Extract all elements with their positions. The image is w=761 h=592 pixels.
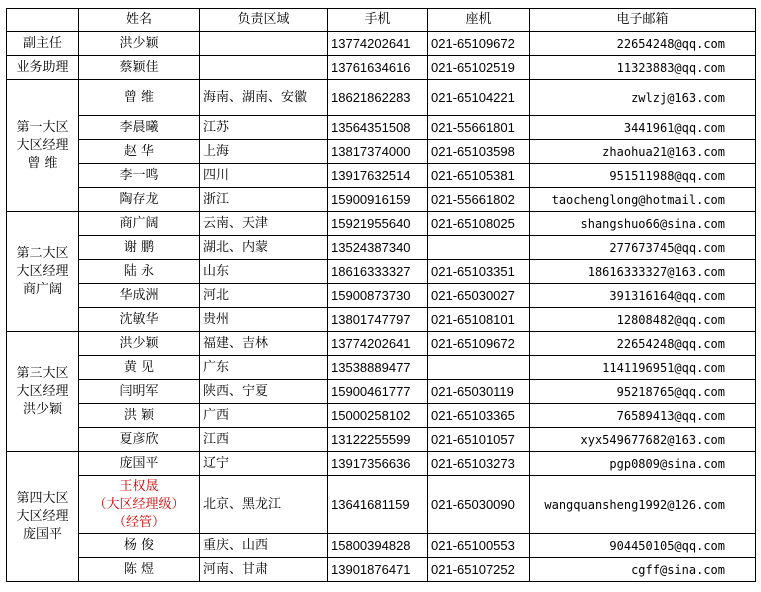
group-cell-assistant: 业务助理 — [7, 56, 79, 80]
table-row — [7, 404, 756, 428]
region-cell: 重庆、山西 — [200, 534, 328, 558]
region-cell: 浙江 — [200, 188, 328, 212]
name-cell: 沈敏华 — [79, 308, 200, 332]
email-cell: 277673745@qq.com — [530, 236, 756, 260]
email-cell: 22654248@qq.com — [530, 32, 756, 56]
email-cell: cgff@sina.com — [530, 558, 756, 582]
name-cell: 庞国平 — [79, 452, 200, 476]
mobile-cell: 18621862283 — [328, 80, 428, 116]
group-line: 庞国平 — [22, 526, 62, 542]
region-cell: 上海 — [200, 140, 328, 164]
name-cell: 杨 俊 — [79, 534, 200, 558]
name-cell: 夏彦欣 — [79, 428, 200, 452]
email-cell: taochenglong@hotmail.com — [530, 188, 756, 212]
phone-cell: 021-65104221 — [428, 80, 530, 116]
phone-cell: 021-65108101 — [428, 308, 530, 332]
mobile-cell: 15800394828 — [328, 534, 428, 558]
name-cell: 陆 永 — [79, 260, 200, 284]
phone-cell: 021-65102519 — [428, 56, 530, 80]
phone-cell — [428, 236, 530, 260]
mobile-cell: 15900916159 — [328, 188, 428, 212]
header-row — [7, 9, 756, 32]
email-cell: 12808482@qq.com — [530, 308, 756, 332]
table-row — [7, 236, 756, 260]
group-line: 第二大区 — [16, 245, 69, 261]
table-row — [7, 558, 756, 582]
name-cell: 黄 见 — [79, 356, 200, 380]
mobile-cell: 13564351508 — [328, 116, 428, 140]
region-cell — [200, 32, 328, 56]
name-line: 王权晟 — [119, 478, 159, 494]
name-cell: 李晨曦 — [79, 116, 200, 140]
group-line: 第四大区 — [16, 490, 69, 506]
email-cell: 11323883@qq.com — [530, 56, 756, 80]
region-cell: 北京、黑龙江 — [200, 476, 328, 534]
phone-cell: 021-55661801 — [428, 116, 530, 140]
header-group — [7, 9, 79, 32]
mobile-cell: 15921955640 — [328, 212, 428, 236]
table-row — [7, 284, 756, 308]
region-cell: 云南、天津 — [200, 212, 328, 236]
group-cell-deputy: 副主任 — [7, 32, 79, 56]
email-cell: 22654248@qq.com — [530, 332, 756, 356]
region-cell: 江苏 — [200, 116, 328, 140]
email-cell: 18616333327@163.com — [530, 260, 756, 284]
region-cell: 陕西、宁夏 — [200, 380, 328, 404]
table-row — [7, 476, 756, 534]
group-cell-region-1 — [7, 80, 79, 212]
table-row — [7, 164, 756, 188]
mobile-cell: 13524387340 — [328, 236, 428, 260]
name-cell: 洪 颖 — [79, 404, 200, 428]
table-row — [7, 332, 756, 356]
region-cell: 湖北、内蒙 — [200, 236, 328, 260]
table-row — [7, 452, 756, 476]
name-cell: 华成洲 — [79, 284, 200, 308]
mobile-cell: 13817374000 — [328, 140, 428, 164]
email-cell: 1141196951@qq.com — [530, 356, 756, 380]
phone-cell: 021-65109672 — [428, 32, 530, 56]
table-row — [7, 32, 756, 56]
mobile-cell: 13641681159 — [328, 476, 428, 534]
group-line: 商广阔 — [22, 281, 62, 297]
phone-cell: 021-65100553 — [428, 534, 530, 558]
phone-cell: 021-65107252 — [428, 558, 530, 582]
phone-cell: 021-65030090 — [428, 476, 530, 534]
name-cell: 商广阔 — [79, 212, 200, 236]
phone-cell: 021-65108025 — [428, 212, 530, 236]
name-cell: 洪少颖 — [79, 32, 200, 56]
phone-cell: 021-65103273 — [428, 452, 530, 476]
region-cell: 贵州 — [200, 308, 328, 332]
email-cell: 76589413@qq.com — [530, 404, 756, 428]
name-cell: 陈 煜 — [79, 558, 200, 582]
mobile-cell: 13917356636 — [328, 452, 428, 476]
email-cell: zhaohua21@163.com — [530, 140, 756, 164]
email-cell: xyx549677682@163.com — [530, 428, 756, 452]
header-region: 负责区域 — [200, 9, 328, 32]
table-row — [7, 260, 756, 284]
group-line: 大区经理 — [16, 263, 69, 279]
header-phone: 座机 — [428, 9, 530, 32]
region-cell: 福建、吉林 — [200, 332, 328, 356]
name-cell: 蔡颖佳 — [79, 56, 200, 80]
name-line: （大区经理级） — [93, 496, 185, 512]
group-line: 大区经理 — [16, 383, 69, 399]
table-row — [7, 140, 756, 164]
region-cell: 河南、甘肃 — [200, 558, 328, 582]
group-line: 第三大区 — [16, 365, 69, 381]
group-cell-region-4 — [7, 452, 79, 582]
email-cell: 3441961@qq.com — [530, 116, 756, 140]
phone-cell: 021-65103365 — [428, 404, 530, 428]
phone-cell — [428, 356, 530, 380]
mobile-cell: 15000258102 — [328, 404, 428, 428]
name-cell: 谢 鹏 — [79, 236, 200, 260]
header-email: 电子邮箱 — [530, 9, 756, 32]
phone-cell: 021-65101057 — [428, 428, 530, 452]
table-row — [7, 56, 756, 80]
table-row — [7, 428, 756, 452]
phone-cell: 021-65103351 — [428, 260, 530, 284]
table-row — [7, 356, 756, 380]
group-line: 大区经理 — [16, 508, 69, 524]
group-line: 第一大区 — [16, 119, 69, 135]
mobile-cell: 13901876471 — [328, 558, 428, 582]
region-cell: 广东 — [200, 356, 328, 380]
group-cell-region-2 — [7, 212, 79, 332]
mobile-cell: 18616333327 — [328, 260, 428, 284]
name-cell: 洪少颖 — [79, 332, 200, 356]
mobile-cell: 15900461777 — [328, 380, 428, 404]
region-cell: 江西 — [200, 428, 328, 452]
region-cell: 四川 — [200, 164, 328, 188]
region-cell: 山东 — [200, 260, 328, 284]
phone-cell: 021-55661802 — [428, 188, 530, 212]
mobile-cell: 15900873730 — [328, 284, 428, 308]
name-cell: 赵 华 — [79, 140, 200, 164]
table-row — [7, 80, 756, 116]
table-row — [7, 188, 756, 212]
table-row — [7, 116, 756, 140]
mobile-cell: 13761634616 — [328, 56, 428, 80]
region-cell: 广西 — [200, 404, 328, 428]
table-row — [7, 308, 756, 332]
table-row — [7, 534, 756, 558]
header-name: 姓名 — [79, 9, 200, 32]
region-cell: 辽宁 — [200, 452, 328, 476]
contact-table — [6, 8, 756, 582]
region-cell: 海南、湖南、安徽 — [200, 80, 328, 116]
mobile-cell: 13774202641 — [328, 32, 428, 56]
mobile-cell: 13774202641 — [328, 332, 428, 356]
phone-cell: 021-65030119 — [428, 380, 530, 404]
region-cell: 河北 — [200, 284, 328, 308]
email-cell: 904450105@qq.com — [530, 534, 756, 558]
email-cell: 391316164@qq.com — [530, 284, 756, 308]
name-line: （经管） — [112, 514, 165, 530]
email-cell: 95218765@qq.com — [530, 380, 756, 404]
email-cell: 951511988@qq.com — [530, 164, 756, 188]
name-cell: 曾 维 — [79, 80, 200, 116]
mobile-cell: 13801747797 — [328, 308, 428, 332]
mobile-cell: 13917632514 — [328, 164, 428, 188]
name-cell: 闫明军 — [79, 380, 200, 404]
phone-cell: 021-65105381 — [428, 164, 530, 188]
name-cell: 陶存龙 — [79, 188, 200, 212]
group-line: 大区经理 — [16, 137, 69, 153]
email-cell: pgp0809@sina.com — [530, 452, 756, 476]
region-cell — [200, 56, 328, 80]
table-row — [7, 212, 756, 236]
name-cell: 李一鸣 — [79, 164, 200, 188]
name-cell-highlighted — [79, 476, 200, 534]
header-mobile: 手机 — [328, 9, 428, 32]
group-cell-region-3 — [7, 332, 79, 452]
mobile-cell: 13538889477 — [328, 356, 428, 380]
phone-cell: 021-65103598 — [428, 140, 530, 164]
phone-cell: 021-65109672 — [428, 332, 530, 356]
table-row — [7, 380, 756, 404]
email-cell: shangshuo66@sina.com — [530, 212, 756, 236]
group-line: 洪少颖 — [22, 401, 62, 417]
group-line: 曾 维 — [27, 155, 58, 171]
mobile-cell: 13122255599 — [328, 428, 428, 452]
email-cell: wangquansheng1992@126.com — [530, 476, 756, 534]
email-cell: zwlzj@163.com — [530, 80, 756, 116]
phone-cell: 021-65030027 — [428, 284, 530, 308]
